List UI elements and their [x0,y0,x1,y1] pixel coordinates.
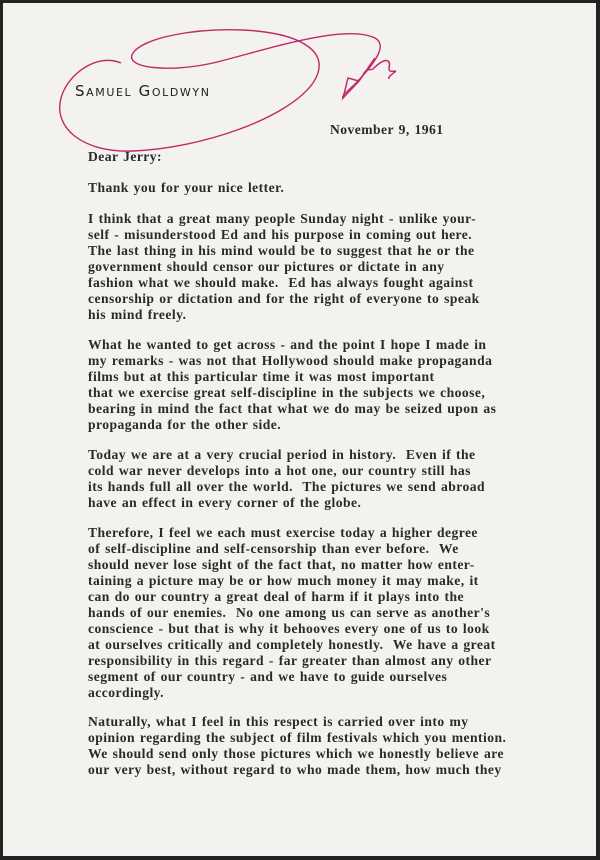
text-line: have an effect in every corner of the globe. [88,495,362,510]
text-line: censorship or dictation and for the right of everyone to speak [88,291,480,306]
paragraph-5 [88,525,496,701]
text-line: can do our country a great deal of harm if it plays into the [88,589,464,604]
text-line: films but at this particular time it was most important [88,369,435,384]
salutation-line: Dear Jerry: [88,149,163,164]
text-line: fashion what we should make. Ed has always fought against [88,275,474,290]
signature-flourish [3,3,596,203]
text-line: segment of our country - and we have to guide ourselves [88,669,448,684]
text-line: We should send only those pictures which we honestly believe are [88,746,504,761]
paragraph-1 [88,180,284,196]
text-line: Naturally, what I feel in this respect is carried over into my [88,714,469,729]
paragraph-4 [88,447,485,511]
text-line: bearing in mind the fact that what we do may be seized upon as [88,401,497,416]
text-line: opinion regarding the subject of film festivals which you mention. [88,730,507,745]
text-line: cold war never develops into a hot one, our country still has [88,463,471,478]
text-line: Today we are at a very crucial period in history. Even if the [88,447,476,462]
text-line: The last thing in his mind would be to suggest that he or the [88,243,475,258]
text-line: his mind freely. [88,307,187,322]
text-line: Therefore, I feel we each must exercise today a higher degree [88,525,478,540]
text-line: hands of our enemies. No one among us can serve as another's [88,605,491,620]
salutation [88,149,162,165]
text-line: government should censor our pictures or dictate in any [88,259,445,274]
text-line: I think that a great many people Sunday night - unlike your- [88,211,477,226]
text-line: self - misunderstood Ed and his purpose in coming out here. [88,227,473,242]
text-line: propaganda for the other side. [88,417,282,432]
text-line: that we exercise great self-discipline in the subjects we choose, [88,385,486,400]
text-line: conscience - but that is why it behooves every one of us to look [88,621,490,636]
text-line: accordingly. [88,685,165,700]
text-line: Thank you for your nice letter. [88,180,285,195]
paragraph-2 [88,211,480,323]
text-line: our very best, without regard to who made them, how much they [88,762,502,777]
text-line: of self-discipline and self-censorship than ever before. We [88,541,459,556]
text-line: responsibility in this regard - far greater than almost any other [88,653,492,668]
paragraph-6 [88,714,506,778]
paragraph-3 [88,337,496,433]
letter-page [3,3,596,856]
letter-date: November 9, 1961 [330,122,444,137]
text-line: my remarks - was not that Hollywood should make propaganda [88,353,493,368]
text-line: at ourselves critically and completely honestly. We have a great [88,637,496,652]
text-line: What he wanted to get across - and the point I hope I made in [88,337,487,352]
text-line: should never lose sight of the fact that, no matter how enter- [88,557,475,572]
text-line: its hands full all over the world. The pictures we send abroad [88,479,485,494]
text-line: taining a picture may be or how much money it may make, it [88,573,479,588]
letterhead-name: Samuel Goldwyn [75,82,211,100]
